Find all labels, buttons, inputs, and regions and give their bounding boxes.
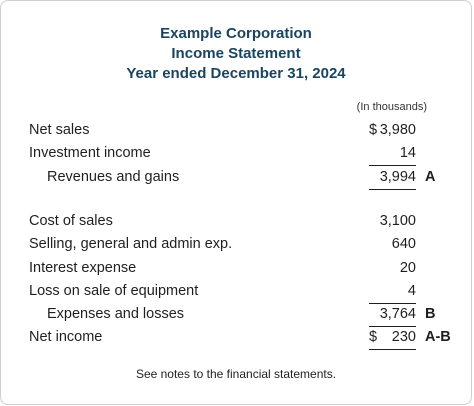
row-selling-general-admin bbox=[1, 236, 471, 258]
row-amount bbox=[369, 260, 416, 281]
row-label: Selling, general and admin exp. bbox=[29, 236, 233, 252]
amount-value: 640 bbox=[391, 236, 416, 252]
row-revenues-and-gains bbox=[1, 169, 471, 191]
row-amount bbox=[369, 283, 416, 304]
row-amount bbox=[369, 306, 416, 327]
row-expenses-and-losses bbox=[1, 306, 471, 328]
amount-value: 4 bbox=[407, 283, 416, 299]
amount-value: 3,100 bbox=[379, 213, 416, 229]
row-tag: A-B bbox=[425, 329, 451, 345]
row-net-income bbox=[1, 329, 471, 351]
currency-symbol: $ bbox=[369, 122, 378, 138]
row-label: Loss on sale of equipment bbox=[29, 283, 199, 299]
row-amount bbox=[369, 169, 416, 190]
period-label: Year ended December 31, 2024 bbox=[126, 65, 346, 82]
row-amount bbox=[369, 122, 416, 143]
row-label: Cost of sales bbox=[29, 213, 113, 229]
row-amount bbox=[369, 213, 416, 234]
units-note: (In thousands) bbox=[356, 101, 427, 113]
amount-value: 3,764 bbox=[379, 306, 416, 322]
row-amount bbox=[369, 329, 416, 350]
row-tag: B bbox=[425, 306, 436, 322]
amount-value: 14 bbox=[399, 145, 416, 161]
row-investment-income bbox=[1, 145, 471, 167]
row-label: Interest expense bbox=[29, 260, 137, 276]
currency-symbol: $ bbox=[369, 329, 378, 345]
amount-value: 230 bbox=[391, 329, 416, 345]
footnote: See notes to the financial statements. bbox=[135, 367, 337, 381]
company-name: Example Corporation bbox=[160, 25, 312, 42]
row-label: Investment income bbox=[29, 145, 151, 161]
row-cost-of-sales bbox=[1, 213, 471, 235]
row-interest-expense bbox=[1, 260, 471, 282]
statement-title: Income Statement bbox=[171, 45, 301, 62]
row-amount bbox=[369, 145, 416, 166]
row-loss-on-sale bbox=[1, 283, 471, 305]
row-net-sales bbox=[1, 122, 471, 144]
row-label: Net sales bbox=[29, 122, 90, 138]
row-label: Expenses and losses bbox=[47, 306, 185, 322]
row-label: Net income bbox=[29, 329, 103, 345]
row-amount bbox=[369, 236, 416, 257]
amount-value: 3,980 bbox=[379, 122, 416, 138]
row-label: Revenues and gains bbox=[47, 169, 180, 185]
amount-value: 20 bbox=[399, 260, 416, 276]
amount-value: 3,994 bbox=[379, 169, 416, 185]
row-tag: A bbox=[425, 169, 436, 185]
